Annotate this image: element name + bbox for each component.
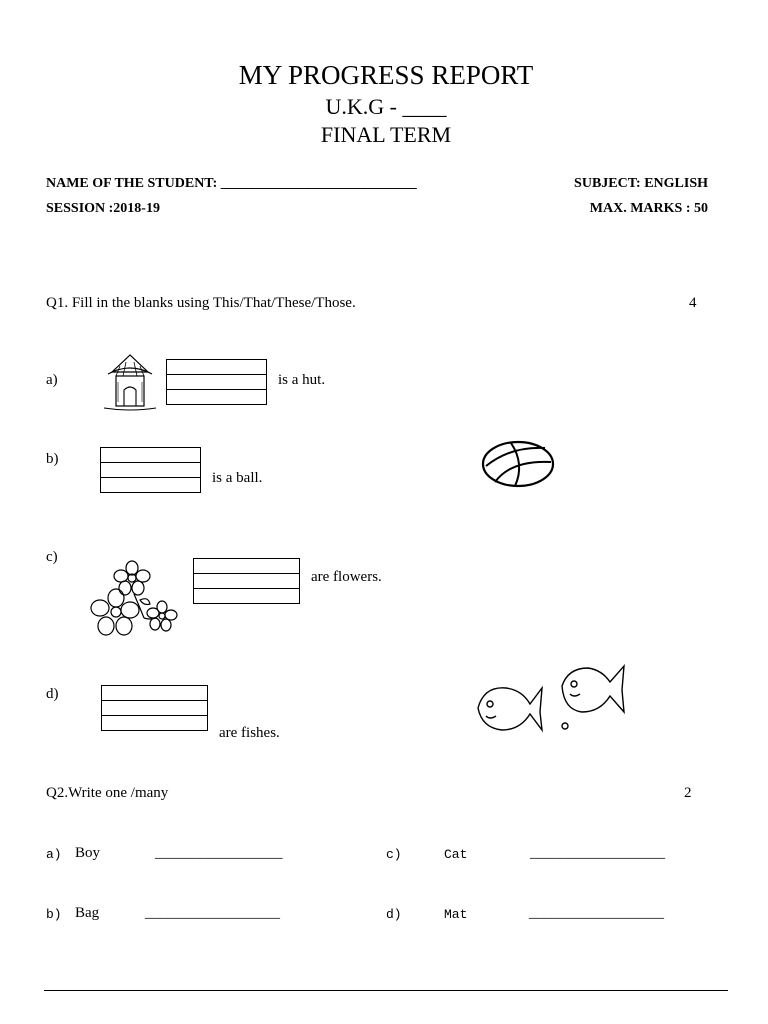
q2-item-c-word: Cat <box>444 847 468 862</box>
q1-item-a-answer-box[interactable] <box>166 359 267 405</box>
q1-item-d-text: are fishes. <box>219 725 280 741</box>
q2-item-c-blank[interactable]: __________________ <box>530 845 665 861</box>
session-label: SESSION :2018-19 <box>46 201 160 216</box>
q1-item-c-text: are flowers. <box>311 569 382 585</box>
ball-icon <box>481 440 555 488</box>
q1-item-b-answer-box[interactable] <box>100 447 201 493</box>
q1-item-d-letter: d) <box>46 686 59 702</box>
q2-question: Q2.Write one /many <box>46 785 169 801</box>
q2-item-a-letter: a) <box>46 847 62 862</box>
footer-divider <box>44 990 728 991</box>
q2-item-d-word: Mat <box>444 907 468 922</box>
q1-question: Q1. Fill in the blanks using This/That/These/Those. <box>46 295 356 311</box>
q2-item-c-letter: c) <box>386 847 402 862</box>
fishes-icon <box>474 664 630 736</box>
flowers-icon <box>88 560 178 642</box>
q1-marks: 4 <box>689 295 697 311</box>
q2-marks: 2 <box>684 785 692 801</box>
q2-item-d-blank[interactable]: __________________ <box>529 905 664 921</box>
q1-item-a-letter: a) <box>46 372 58 388</box>
student-name-field[interactable]: NAME OF THE STUDENT: ____________________________ <box>46 176 417 191</box>
q2-item-a-word: Boy <box>75 845 101 861</box>
q1-item-c-answer-box[interactable] <box>193 558 300 604</box>
subject-label: SUBJECT: ENGLISH <box>574 176 708 191</box>
q1-item-b-text: is a ball. <box>212 470 263 486</box>
q2-item-a-blank[interactable]: _________________ <box>155 845 283 861</box>
q2-item-b-blank[interactable]: __________________ <box>145 905 280 921</box>
max-marks-label: MAX. MARKS : 50 <box>589 201 708 216</box>
q1-item-c-letter: c) <box>46 549 58 565</box>
page-title: MY PROGRESS REPORT <box>238 60 534 90</box>
q2-item-b-letter: b) <box>46 907 62 922</box>
q1-item-d-answer-box[interactable] <box>101 685 208 731</box>
term-line: FINAL TERM <box>320 122 452 147</box>
q2-item-d-letter: d) <box>386 907 402 922</box>
q2-item-b-word: Bag <box>75 905 100 921</box>
q1-item-b-letter: b) <box>46 451 59 467</box>
class-line: U.K.G - ____ <box>325 94 447 119</box>
q1-item-a-text: is a hut. <box>278 372 326 388</box>
hut-icon <box>100 352 160 412</box>
